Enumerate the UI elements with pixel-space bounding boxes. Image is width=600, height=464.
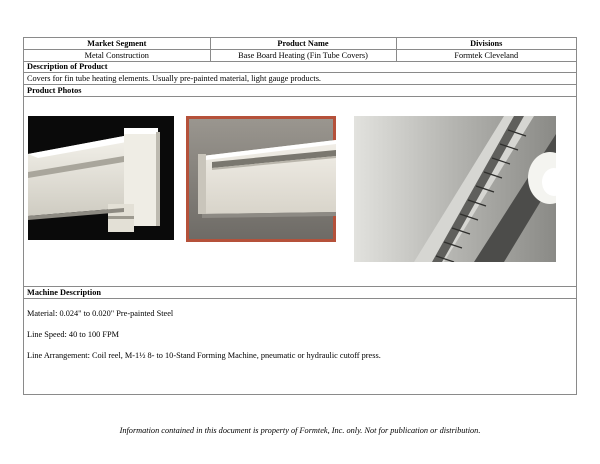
confidentiality-footer: Information contained in this document is property of Formtek, Inc. only. Not for publication or distribution. bbox=[119, 426, 481, 435]
divisions-header: Divisions bbox=[396, 38, 576, 50]
baseboard-cover-image bbox=[28, 116, 174, 240]
product-name-header: Product Name bbox=[210, 38, 396, 50]
machine-heading: Machine Description bbox=[24, 287, 576, 299]
framed-baseboard-image bbox=[186, 116, 336, 242]
photos-heading: Product Photos bbox=[24, 85, 576, 97]
market-segment-header: Market Segment bbox=[24, 38, 210, 50]
machine-line-speed: Line Speed: 40 to 100 FPM bbox=[27, 330, 119, 339]
baseboard-cover-photo-white bbox=[28, 116, 174, 240]
spec-sheet bbox=[23, 37, 577, 395]
machine-material: Material: 0.024" to 0.020" Pre-painted Steel bbox=[27, 309, 174, 318]
fin-tube-image bbox=[354, 116, 556, 262]
description-heading: Description of Product bbox=[24, 61, 576, 73]
photos-section bbox=[24, 132, 576, 287]
divisions-value: Formtek Cleveland bbox=[396, 50, 576, 62]
product-name-value: Base Board Heating (Fin Tube Covers) bbox=[210, 50, 396, 62]
market-segment-value: Metal Construction bbox=[24, 50, 210, 62]
machine-line-arrangement: Line Arrangement: Coil reel, M-1½ 8- to 10-Stand Forming Machine, pneumatic or hydraulic cutoff press. bbox=[27, 351, 381, 360]
baseboard-cover-photo-framed bbox=[186, 116, 336, 242]
fin-tube-closeup-photo bbox=[354, 116, 556, 262]
description-text: Covers for fin tube heating elements. Usually pre-painted material, light gauge products. bbox=[24, 73, 576, 85]
header-table bbox=[24, 38, 576, 62]
